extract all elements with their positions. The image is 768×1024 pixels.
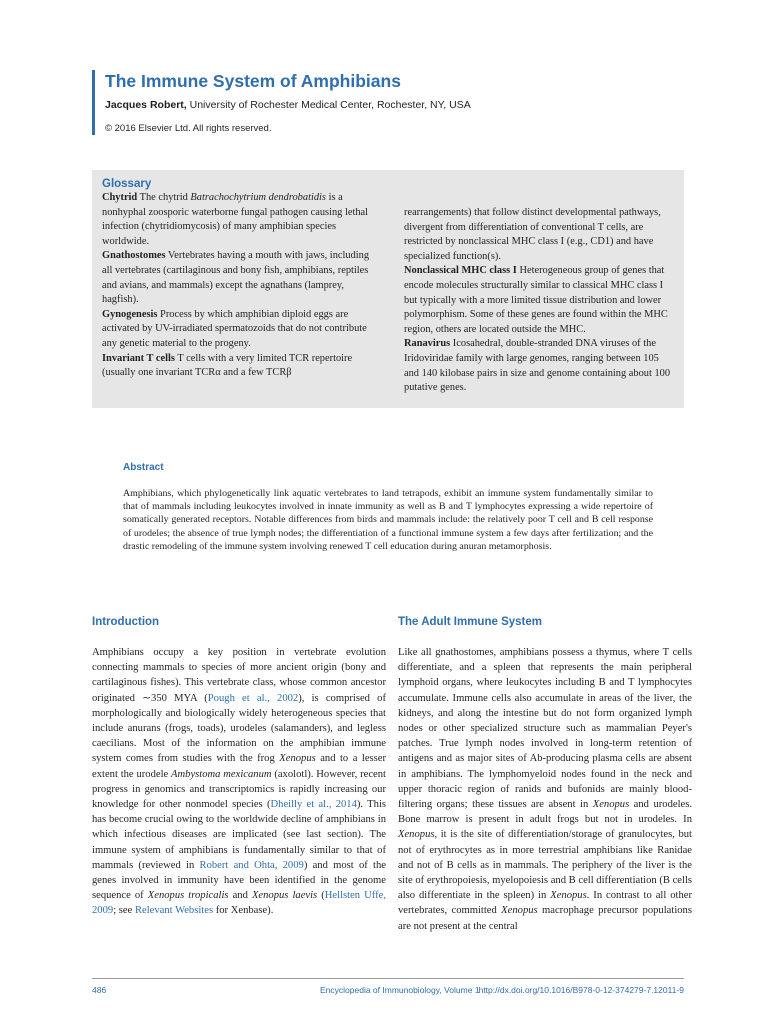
glossary-entry: Ranavirus Icosahedral, double-stranded DNA viruses of the Iridoviridae family with large genomes, ranging between 105 and 140 kilobase pairs in size and genome containing about 100 putative genes. xyxy=(404,338,671,394)
glossary-term: Gnathostomes xyxy=(102,250,166,262)
glossary-term: Gynogenesis xyxy=(102,308,158,320)
doi-link[interactable]: http://dx.doi.org/10.1016/B978-0-12-374279-7.12011-9 xyxy=(478,985,684,995)
citation-link[interactable]: Pough et al., 2002 xyxy=(207,692,299,704)
page-number: 486 xyxy=(92,985,107,995)
article-header xyxy=(92,70,705,135)
glossary-term: Chytrid xyxy=(102,192,138,203)
glossary-column-left xyxy=(102,191,372,396)
abstract-title: Abstract xyxy=(123,462,164,473)
adult-immune-system-heading: The Adult Immune System xyxy=(398,616,542,628)
glossary-entry: Gynogenesis Process by which amphibian diploid eggs are activated by UV-irradiated spermatozoids that do not contribute any genetic material to the progeny. xyxy=(102,308,367,349)
glossary-entry: Invariant T cells T cells with a very limited TCR repertoire (usually one invariant TCRα and a few TCRβ xyxy=(102,352,353,379)
introduction-heading: Introduction xyxy=(92,616,160,628)
glossary-term: Nonclassical MHC class I xyxy=(404,265,517,277)
abstract-text: Amphibians, which phylogenetically link aquatic vertebrates to land tetrapods, exhibit an immune system fundamentally similar to that of mammals including leukocytes involved in innate immunity as well as B and T lymphocytes expressing a wide repertoire of somatically generated receptors. Notable differences from birds and mammals include: the relatively poor T cell and B cell response of urodeles; the absence of true lymph nodes; the differentiation of a functional immune system a few days after fertilization; and the drastic remodeling of the immune system involving renewed T cell education during anuran metamorphosis. xyxy=(123,488,653,552)
glossary-term: Ranavirus xyxy=(404,338,451,350)
glossary-entry: Nonclassical MHC class I Heterogeneous group of genes that encode molecules structurally similar to classical MHC class I but typically with a more limited tissue distribution and lower polymorphism. Some of these genes are found within the MHC region, others are located outside the MHC. xyxy=(404,265,668,335)
article-title: The Immune System of Amphibians xyxy=(105,71,401,91)
page-footer xyxy=(92,978,684,999)
adult-immune-system-section xyxy=(398,614,692,934)
glossary-term: Invariant T cells xyxy=(102,352,175,364)
glossary-box xyxy=(92,170,684,408)
citation-link[interactable]: Hellsten Uffe, 2009 xyxy=(92,890,387,917)
glossary-entry-continued: rearrangements) that follow distinct developmental pathways, divergent from differentiation of conventional T cells, are restricted by nonclassical MHC class I (e.g., CD1) and have specialized function(s). xyxy=(404,207,661,262)
introduction-section xyxy=(92,614,386,919)
glossary-entry: Chytrid The chytrid Batrachochytrium dendrobatidis is a nonhyphal zoosporic waterborne fungal pathogen causing lethal infection (chytridiomycosis) of many amphibian species worldwide. xyxy=(102,192,369,247)
relevant-websites-link[interactable]: Relevant Websites xyxy=(134,905,214,917)
glossary-column-right xyxy=(404,206,674,396)
author-name: Jacques Robert, xyxy=(105,99,187,111)
author-affiliation: University of Rochester Medical Center, Rochester, NY, USA xyxy=(186,99,471,111)
copyright-notice: © 2016 Elsevier Ltd. All rights reserved. xyxy=(105,123,272,134)
author-line xyxy=(105,98,705,112)
glossary-title: Glossary xyxy=(102,178,152,190)
adult-immune-system-paragraph: Like all gnathostomes, amphibians possess a thymus, where T cells differentiate, and a spleen that represents the main peripheral lymphoid organs, where leukocytes including B and T lymphocytes accumulate. Immune cells also accumulate in areas of the liver, the kidneys, and along the intestine but do not form organized lymph nodes or other specialized structure such as mammalian Peyer's patches. True lymph nodes involved in long-term retention of antigens and as major sites of Ab-producing plasma cells are absent in amphibians. The lymphomyeloid nodes found in the neck and upper thoracic region of ranids and bufonids are mainly blood-filtering organs; these tissues are absent in Xenopus and urodeles. Bone marrow is present in adult frogs but not in urodeles. In Xenopus, it is the site of differentiation/storage of granulocytes, but not of erythrocytes as in more terrestrial amphibians like Ranidae and not of B cells as in mammals. The periphery of the liver is the site of erythropoiesis, myelopoiesis and B cell differentiation (B cells also differentiate in the spleen) in Xenopus. In contrast to all other vertebrates, committed Xenopus macrophage precursor populations are not present at the central xyxy=(398,647,693,932)
encyclopedia-citation: Encyclopedia of Immunobiology, Volume 1 xyxy=(320,985,480,995)
citation-link[interactable]: Robert and Ohta, 2009 xyxy=(199,859,304,871)
abstract-section xyxy=(123,462,653,553)
introduction-paragraph: Amphibians occupy a key position in vertebrate evolution connecting mammals to species of more ancient origin (bony and cartilaginous fishes). This vertebrate class, whose common ancestor originated ∼350 MYA (Pough et al., 2002), is comprised of morphologically and biologically widely heterogeneous species that include anurans (frogs, toads), urodeles (salamanders), and legless caecilians. Most of the information on the amphibian immune system comes from studies with the frog Xenopus and to a lesser extent the urodele Ambystoma mexicanum (axolotl). However, recent progress in genomics and transcriptomics is rapidly increasing our knowledge for other nonmodel species (Dheilly et al., 2014). This has become crucial owing to the worldwide decline of amphibians in which infectious diseases are implicated (see last section). The immune system of amphibians is fundamentally similar to that of mammals (reviewed in Robert and Ohta, 2009) and most of the genes involved in immunity have been identified in the genome sequence of Xenopus tropicalis and Xenopus laevis (Hellsten Uffe, 2009; see Relevant Websites for Xenbase). xyxy=(92,647,387,917)
glossary-entry: Gnathostomes Vertebrates having a mouth with jaws, including all vertebrates (cartilaginous and bony fish, amphibians, reptiles and avians, and mammals) except the agnathans (lamprey, hagfish). xyxy=(102,250,370,306)
citation-link[interactable]: Dheilly et al., 2014 xyxy=(270,799,357,811)
